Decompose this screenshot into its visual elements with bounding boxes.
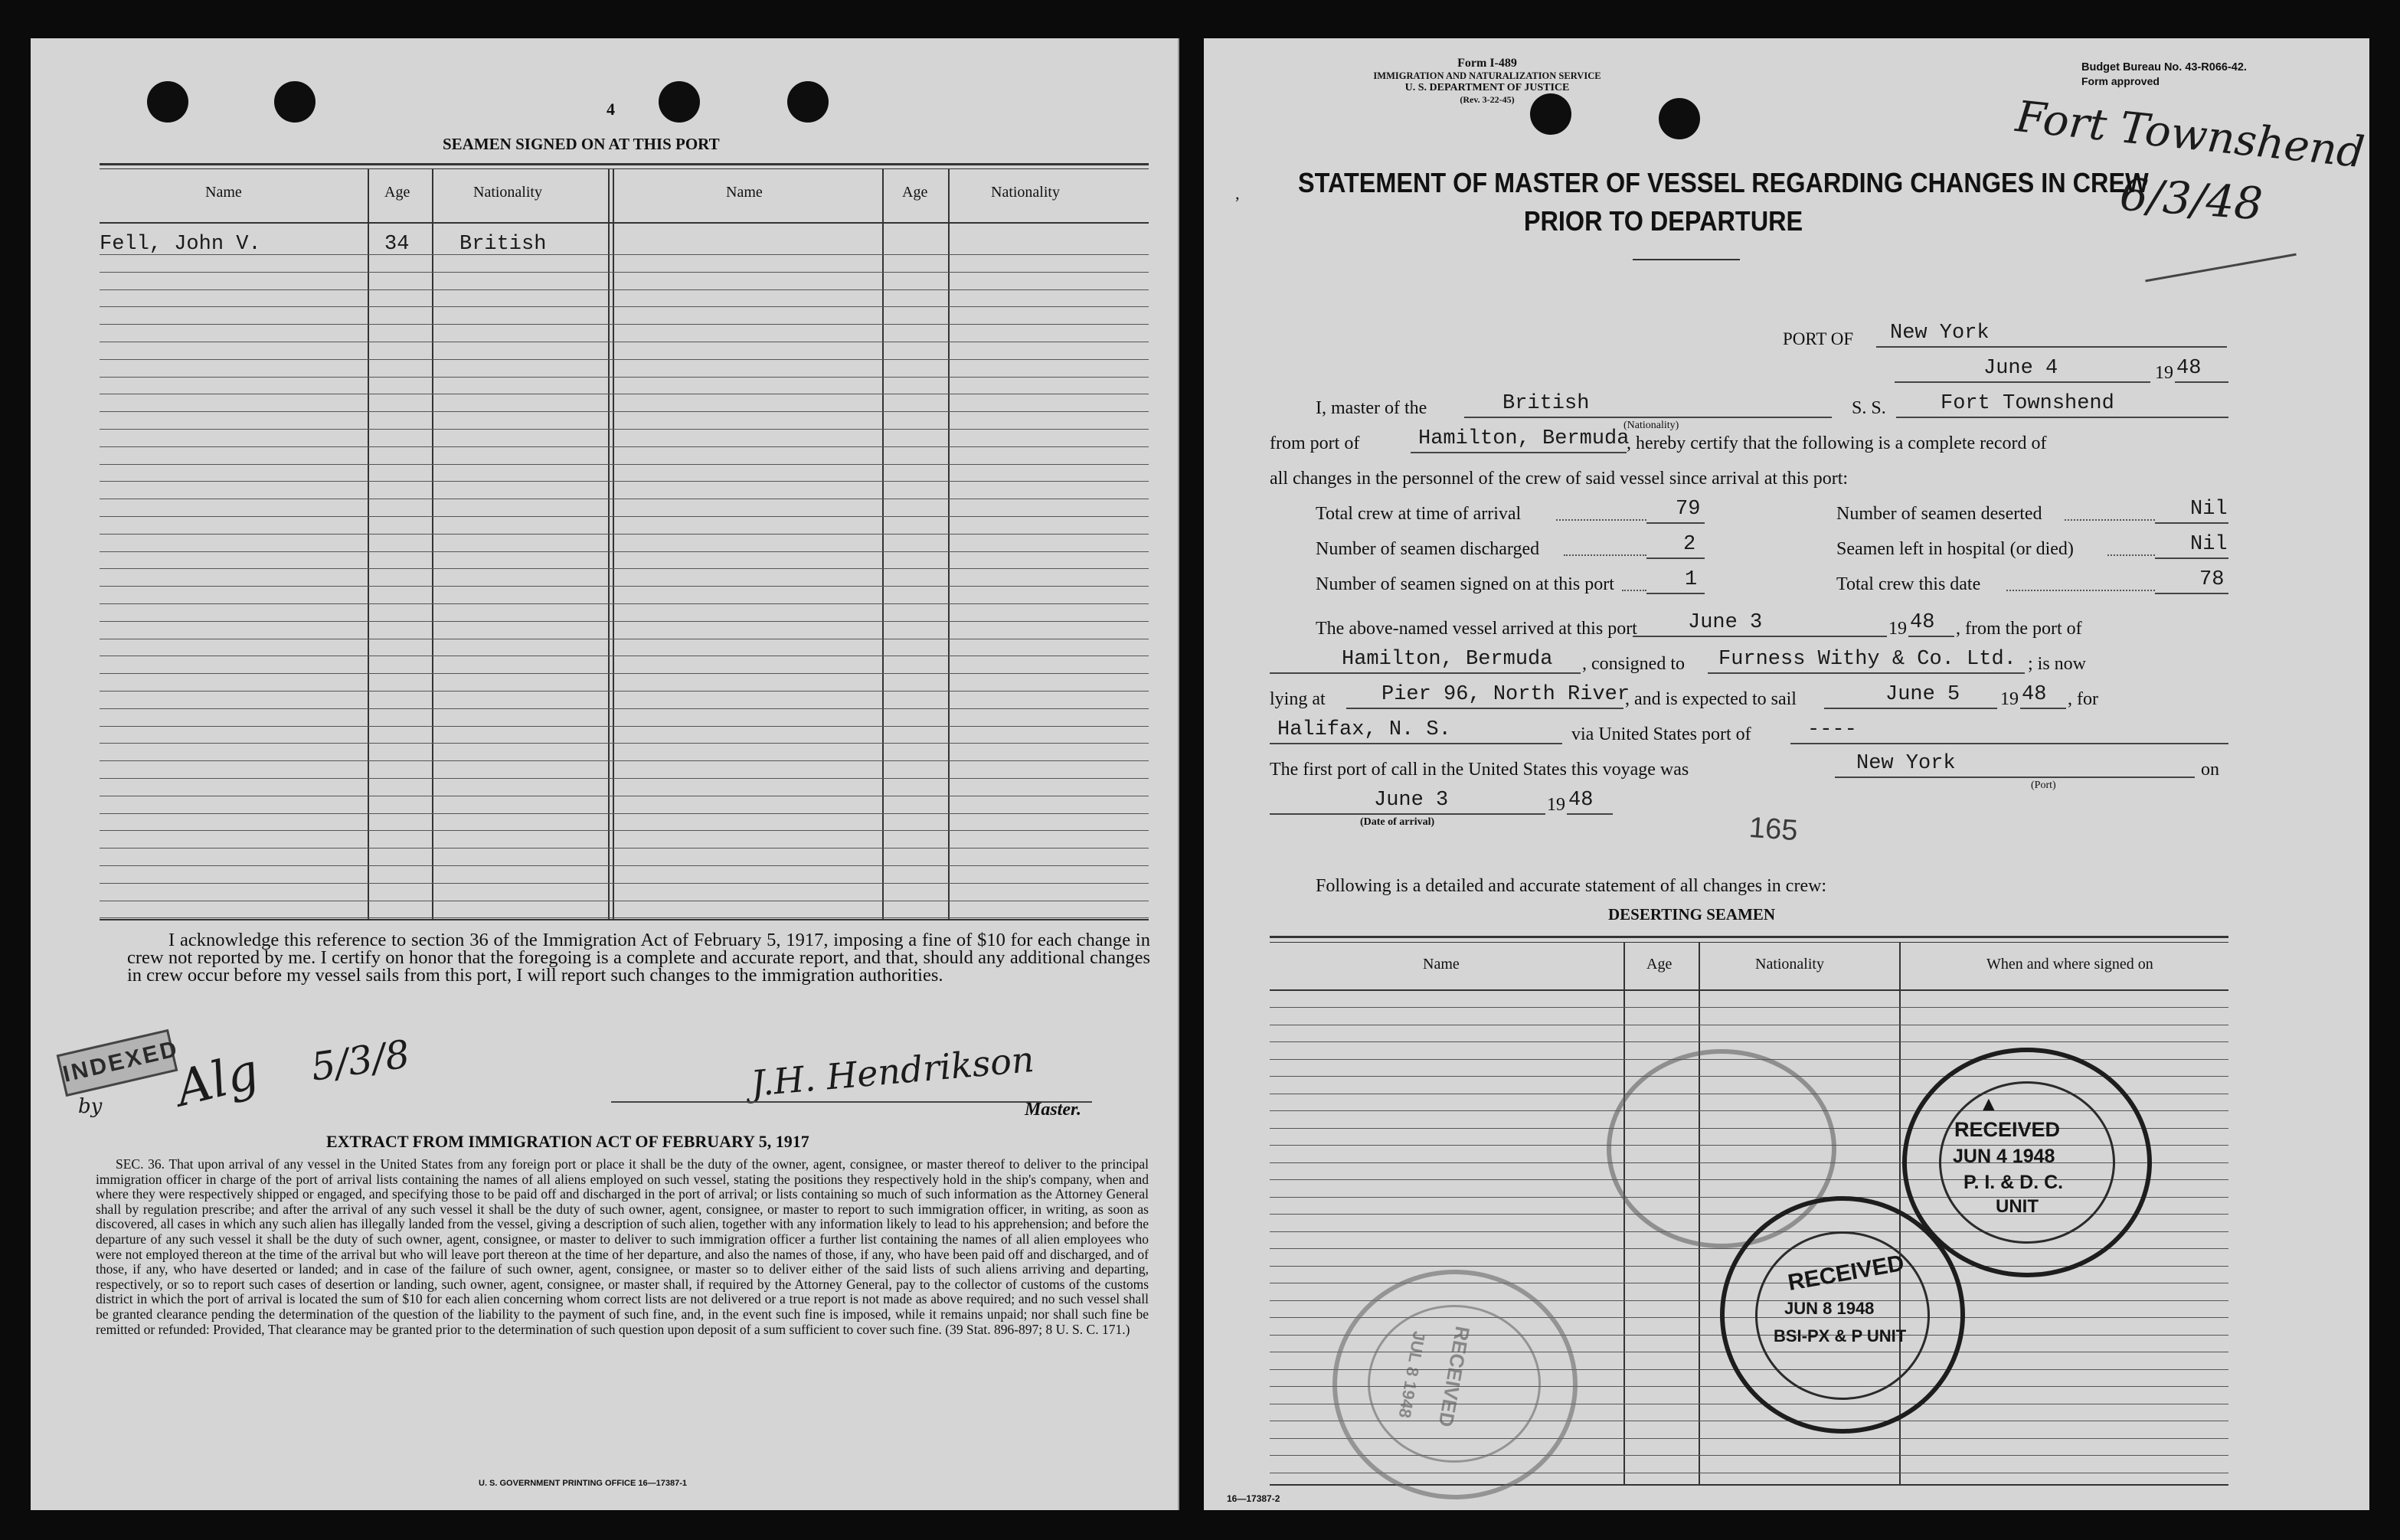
sail-year-prefix: 19 [2000, 689, 2019, 709]
nationality-caption: (Nationality) [1623, 420, 1679, 431]
table-rule [100, 917, 1149, 918]
hospital-value: Nil [2190, 533, 2228, 556]
received-stamp-1: ▲ RECEIVED JUN 4 1948 P. I. & D. C. UNIT [1902, 1048, 2152, 1277]
punch-hole [274, 81, 316, 123]
col-header-name-2: Name [726, 184, 763, 201]
destination: Halifax, N. S. [1277, 718, 1451, 741]
nationality-value: British [1502, 392, 1590, 415]
indexed-initials: Alg [170, 1043, 265, 1118]
sail-date: June 5 [1885, 683, 1960, 706]
first-arrival-date: June 3 [1374, 789, 1449, 812]
col-header-name: Name [205, 184, 242, 201]
port-caption: (Port) [2031, 780, 2056, 791]
form-id: Form I-489 [1457, 57, 1517, 70]
certify-text-2: all changes in the personnel of the crew of said vessel since arrival at this port: [1270, 469, 1849, 489]
table-rule [100, 778, 1149, 779]
total-crew-arrival-label: Total crew at time of arrival [1316, 504, 1522, 524]
handwritten-ship-name: Fort Townshend [2013, 92, 2367, 178]
table-rule [100, 603, 1149, 604]
agency-line2: U. S. DEPARTMENT OF JUSTICE [1404, 82, 1570, 93]
punch-hole [147, 81, 188, 123]
page-number: 4 [607, 100, 615, 119]
table-rule [100, 568, 1149, 569]
expected-sail-label: , and is expected to sail [1625, 689, 1797, 709]
date-value: June 4 [1983, 357, 2058, 380]
table-rule [100, 446, 1149, 447]
deserting-col-signed-on: When and where signed on [1986, 956, 2153, 973]
revision: (Rev. 3-22-45) [1460, 94, 1515, 105]
table-rule [1270, 1041, 2228, 1042]
left-page [31, 38, 1179, 1510]
extract-title: EXTRACT FROM IMMIGRATION ACT OF FEBRUARY 5, 1917 [326, 1132, 809, 1151]
table-rule [100, 621, 1149, 622]
received-stamp-2 [1720, 1196, 1965, 1434]
table-rule [100, 743, 1149, 744]
received-stamp-3 [1332, 1270, 1578, 1499]
first-arrival-year-prefix: 19 [1547, 795, 1565, 815]
table-rule [100, 377, 1149, 378]
stamp1-date: JUN 4 1948 [1953, 1146, 2055, 1167]
deserting-col-age: Age [1646, 956, 1672, 973]
year-prefix: 19 [2155, 363, 2173, 383]
master-signature: J.H. Hendrikson [749, 1038, 1036, 1105]
port-label: PORT OF [1783, 329, 1854, 348]
on-label: on [2201, 760, 2219, 780]
hospital-label: Seamen left in hospital (or died) [1836, 539, 2074, 559]
col-header-age: Age [384, 184, 410, 201]
stamp2-received: RECEIVED [1786, 1250, 1906, 1296]
deserting-col-name: Name [1423, 956, 1460, 973]
arrived-year: 48 [1910, 611, 1935, 634]
budget-bureau: Budget Bureau No. 43-R066-42. [2081, 61, 2247, 74]
stamp3-date: JUL 8 1948 [1395, 1329, 1430, 1420]
section-title: SEAMEN SIGNED ON AT THIS PORT [443, 135, 720, 153]
stamp1-received: RECEIVED [1954, 1118, 2061, 1141]
first-port-label: The first port of call in the United States this voyage was [1270, 760, 1689, 780]
table-rule [100, 289, 1149, 290]
changes-intro: Following is a detailed and accurate statement of all changes in crew: [1316, 876, 1827, 896]
total-crew-arrival: 79 [1676, 498, 1701, 521]
printing-office: U. S. GOVERNMENT PRINTING OFFICE 16—17387-1 [479, 1479, 688, 1488]
right-page [1204, 38, 2369, 1510]
table-rule [100, 516, 1149, 517]
stamp2-unit: BSI-PX & P UNIT [1774, 1326, 1907, 1345]
handwritten-date: 6/3/48 [2117, 168, 2264, 231]
table-rule [100, 464, 1149, 465]
discharged-label: Number of seamen discharged [1316, 539, 1540, 559]
table-rule [100, 760, 1149, 761]
col-header-nationality: Nationality [473, 184, 542, 201]
sail-year: 48 [2022, 683, 2047, 706]
col-header-age-2: Age [902, 184, 928, 201]
indexed-by-label: by [78, 1095, 103, 1118]
stamp2-date: JUN 8 1948 [1784, 1299, 1875, 1318]
form-approved: Form approved [2081, 75, 2160, 87]
extract-text: SEC. 36. That upon arrival of any vessel in the United States from any foreign port or place it shall be the duty of the owner, agent, consignee, or master thereof to deliver to the principal immigration officer in charge of the port of arrival lists containing the names of all aliens employed on such vessel, stating the positions they respectively hold in the ship's company, when and where they were respectively shipped or engaged, and specifying those to be paid off and discharged in the port of arrival; or lists containing so much of such information as the Attorney General shall by regulation prescribe; and after the arrival of any such vessel it shall be the duty of such owner, agent, consignee, or master to report to such immigration officer, in writing, as soon as discovered, all cases in which any such alien has illegally landed from the vessel, giving a description of such alien, together with any information likely to lead to his apprehension; and before the departure of any such vessel it shall be the duty of such owner, agent, consignee, or master to deliver to such immigration officer a further list containing the names of all alien employees who were not employed thereon at the time of the arrival but who will leave port thereon at the time of her departure, and also the names of those, if any, who have been paid off and discharged, and of those, if any, who have deserted or landed; and in case of the failure of such owner, agent, consignee, or master so to deliver either of the said lists of such aliens arriving and departing, respectively, or so to report such cases of desertion or landing, such owner, agent, consignee, or master shall, if required by the Attorney General, pay to the collector of customs of the customs district in which the port of arrival is located the sum of $10 for each alien concerning whom correct lists are not delivered or a true report is not made as above required; and no such vessel shall be granted clearance pending the determination of the question of the liability to the payment of such fine, and, in the event such fine is imposed, while it remains unpaid; nor shall such fine be remitted or refunded: Provided, That clearance may be granted prior to the determination of such question upon deposit of a sum sufficient to cover such fine. (39 Stat. 896-897; 8 U. S. C. 171.) [96, 1156, 1149, 1337]
seaman-nationality: British [459, 233, 547, 256]
from-port-label: from port of [1270, 433, 1360, 453]
col-header-nationality-2: Nationality [991, 184, 1060, 201]
date-year: 48 [2176, 357, 2202, 380]
table-rule [100, 708, 1149, 709]
table-rule [100, 883, 1149, 884]
table-rule [100, 429, 1149, 430]
arrived-year-prefix: 19 [1888, 619, 1907, 639]
deserting-col-nationality: Nationality [1755, 956, 1824, 973]
first-port: New York [1856, 752, 1956, 775]
is-now-label: ; is now [2028, 654, 2087, 674]
deserted-value: Nil [2190, 498, 2228, 521]
discharged-value: 2 [1683, 533, 1696, 556]
table-rule [100, 551, 1149, 552]
punch-hole [787, 81, 829, 123]
indexed-stamp: INDEXED [57, 1029, 178, 1097]
deserting-title: DESERTING SEAMEN [1608, 905, 1776, 924]
table-rule [100, 673, 1149, 674]
for-label: , for [2068, 689, 2098, 709]
punch-hole [659, 81, 700, 123]
table-rule [100, 813, 1149, 814]
table-rule [100, 691, 1149, 692]
via-port: ---- [1807, 718, 1857, 741]
arrived-date: June 3 [1688, 611, 1763, 634]
table-rule [1270, 1007, 2228, 1008]
master-of-the-label: I, master of the [1316, 398, 1427, 418]
table-rule [100, 726, 1149, 727]
lying-at-label: lying at [1270, 689, 1326, 709]
form-title-line2: PRIOR TO DEPARTURE [1523, 205, 1803, 237]
stamp3-received: RECEIVED [1434, 1324, 1475, 1429]
table-rule [100, 481, 1149, 482]
from-the-port-of-label: , from the port of [1956, 619, 2082, 639]
seaman-name: Fell, John V. [100, 233, 261, 256]
table-rule [100, 272, 1149, 273]
ss-label: S. S. [1852, 398, 1886, 418]
stamp1-unit-2: UNIT [1996, 1196, 2039, 1217]
certify-text: , hereby certify that the following is a complete record of [1627, 433, 2047, 453]
table-rule [100, 534, 1149, 535]
left-mark: ‚ [1234, 184, 1241, 203]
table-rule [100, 830, 1149, 831]
ship-name: Fort Townshend [1941, 392, 2114, 415]
total-crew-today: 78 [2199, 568, 2225, 591]
port-value: New York [1890, 322, 1990, 345]
from-port-value: Hamilton, Bermuda [1418, 427, 1630, 450]
stamp-number: 165 [1748, 811, 1799, 848]
master-label: Master. [1025, 1100, 1082, 1120]
total-crew-today-label: Total crew this date [1836, 574, 1981, 594]
form-title-line1: STATEMENT OF MASTER OF VESSEL REGARDING CHANGES IN CREW [1298, 167, 2149, 198]
stamp1-unit: P. I. & D. C. [1963, 1172, 2064, 1193]
deserted-label: Number of seamen deserted [1836, 504, 2042, 524]
seaman-age: 34 [384, 233, 410, 256]
consignee: Furness Withy & Co. Ltd. [1718, 648, 2016, 671]
via-label: via United States port of [1571, 724, 1751, 744]
signed-on-label: Number of seamen signed on at this port [1316, 574, 1614, 594]
arrived-text: The above-named vessel arrived at this port [1316, 619, 1637, 639]
table-rule [100, 324, 1149, 325]
date-of-arrival-caption: (Date of arrival) [1360, 816, 1435, 828]
signed-on-value: 1 [1685, 568, 1698, 591]
lying-at-value: Pier 96, North River [1381, 683, 1630, 706]
table-rule [100, 411, 1149, 412]
first-arrival-year: 48 [1568, 789, 1594, 812]
consigned-label: , consigned to [1582, 654, 1685, 674]
indexed-mark: 5/3/8 [308, 1032, 413, 1090]
table-rule [100, 359, 1149, 360]
agency-line1: IMMIGRATION AND NATURALIZATION SERVICE [1373, 70, 1601, 81]
arrived-from-port: Hamilton, Bermuda [1342, 648, 1553, 671]
printing-code: 16—17387-2 [1227, 1493, 1280, 1504]
table-rule [100, 865, 1149, 866]
table-rule [100, 586, 1149, 587]
acknowledgement-text: I acknowledge this reference to section 36 of the Immigration Act of February 5, 1917, imposing a fine of $10 for each change in crew not reported by me. I certify on honor that the foregoing is a complete and accurate report, and that, should any additional changes in crew occur before my vessel sails from this port, I will report such changes to the immigration authorities. [127, 930, 1150, 986]
table-rule [100, 306, 1149, 307]
